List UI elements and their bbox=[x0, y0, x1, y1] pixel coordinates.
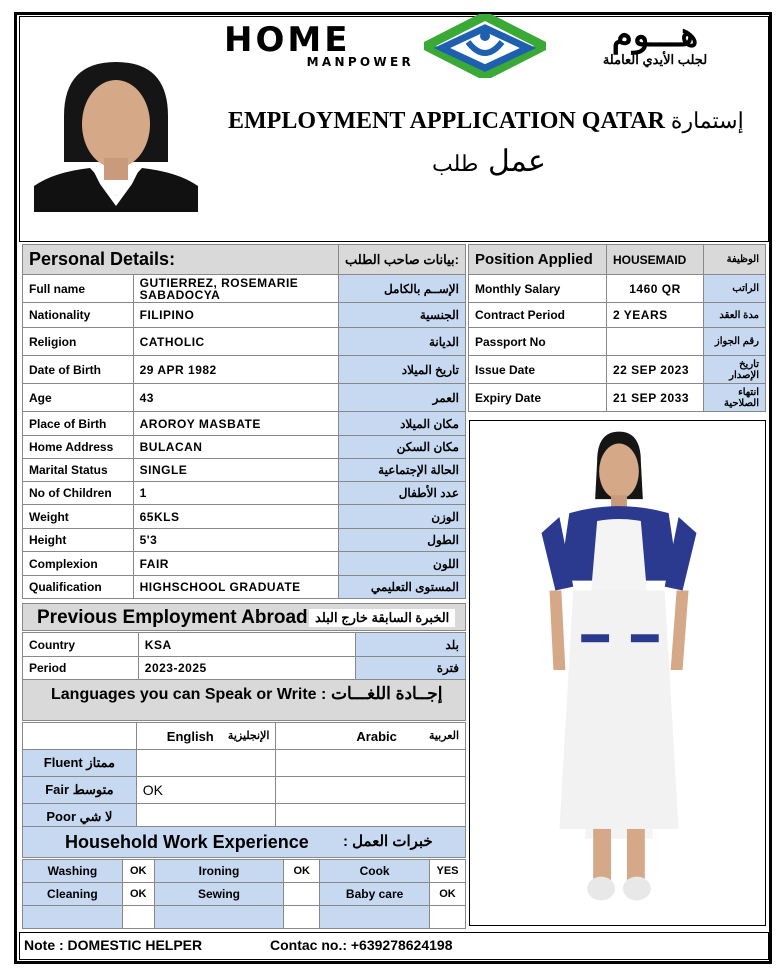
hw-status bbox=[284, 883, 320, 906]
personal-value: SINGLE bbox=[133, 459, 338, 482]
lang-arabic-cell bbox=[276, 777, 466, 804]
lang-english-ar: الإنجليزية bbox=[227, 729, 270, 742]
position-label: Contract Period bbox=[469, 303, 607, 328]
logo-ar-big: هـــوم bbox=[611, 16, 699, 54]
personal-label-ar: اللون bbox=[338, 552, 465, 576]
personal-label: Place of Birth bbox=[23, 412, 134, 436]
lang-arabic-head bbox=[276, 723, 466, 750]
logo-ar-small: لجلب الأيدي العاملة bbox=[602, 52, 708, 67]
hw-empty bbox=[320, 906, 430, 929]
position-label-ar: انتهاء الصلاحية bbox=[704, 384, 766, 412]
household-heading-en: Household Work Experience bbox=[65, 832, 309, 852]
household-heading bbox=[22, 826, 466, 858]
title-english: EMPLOYMENT APPLICATION QATAR bbox=[228, 108, 665, 134]
page-title bbox=[228, 108, 744, 135]
lang-level: Poor لا شي bbox=[23, 804, 137, 831]
personal-label: Nationality bbox=[23, 303, 134, 328]
personal-label: Weight bbox=[23, 505, 134, 529]
position-heading-value: HOUSEMAID bbox=[607, 245, 704, 275]
personal-label: Date of Birth bbox=[23, 356, 134, 384]
personal-label: Full name bbox=[23, 275, 134, 303]
position-label: Issue Date bbox=[469, 356, 607, 384]
languages-heading-en: Languages you can Speak or Write : bbox=[51, 686, 327, 703]
position-label: Monthly Salary bbox=[469, 275, 607, 303]
lang-arabic-ar: العربية bbox=[428, 729, 459, 742]
languages-table bbox=[22, 722, 466, 831]
personal-details-table bbox=[22, 244, 466, 599]
personal-value: 65KLS bbox=[133, 505, 338, 529]
title2-ar-small: طلب bbox=[432, 152, 479, 177]
personal-value: FAIR bbox=[133, 552, 338, 576]
position-value: 22 SEP 2023 bbox=[607, 356, 704, 384]
logo-en-small: MANPOWER bbox=[306, 55, 414, 69]
previous-label-ar: فترة bbox=[356, 657, 466, 680]
lang-arabic-cell bbox=[276, 750, 466, 777]
personal-value: 43 bbox=[133, 384, 338, 412]
title2-ar-big: عمل bbox=[487, 144, 546, 179]
personal-label: No of Children bbox=[23, 482, 134, 505]
previous-employment-table bbox=[22, 632, 466, 680]
languages-heading-ar: إجــادة اللغـــات bbox=[331, 684, 443, 703]
hw-empty bbox=[429, 906, 465, 929]
personal-value: CATHOLIC bbox=[133, 328, 338, 356]
hw-task: Ironing bbox=[154, 860, 284, 883]
hw-empty bbox=[154, 906, 284, 929]
hw-task: Sewing bbox=[154, 883, 284, 906]
lang-level: Fluent ممتاز bbox=[23, 750, 137, 777]
logo-arabic bbox=[555, 18, 755, 68]
personal-heading-en: Personal Details: bbox=[23, 245, 339, 275]
hw-status: OK bbox=[122, 860, 154, 883]
hw-status: OK bbox=[284, 860, 320, 883]
languages-heading bbox=[22, 679, 466, 721]
personal-label: Height bbox=[23, 529, 134, 552]
personal-label: Age bbox=[23, 384, 134, 412]
personal-label: Complexion bbox=[23, 552, 134, 576]
position-label-ar: تاريخ الإصدار bbox=[704, 356, 766, 384]
lang-english-head bbox=[136, 723, 276, 750]
position-table bbox=[468, 244, 766, 412]
lang-level: Fair متوسط bbox=[23, 777, 137, 804]
position-heading-ar: الوظيفة bbox=[704, 245, 766, 275]
hw-empty bbox=[122, 906, 154, 929]
personal-label-ar: الديانة bbox=[338, 328, 465, 356]
personal-value: BULACAN bbox=[133, 436, 338, 459]
logo-en-big: HOME bbox=[224, 20, 351, 60]
personal-label-ar: الإســم بالكامل bbox=[338, 275, 465, 303]
lang-english-cell bbox=[136, 750, 276, 777]
full-body-photo bbox=[469, 420, 766, 926]
hw-empty bbox=[23, 906, 123, 929]
previous-value: 2023-2025 bbox=[138, 657, 355, 680]
household-heading-ar: : خبرات العمل bbox=[343, 833, 433, 850]
position-label: Passport No bbox=[469, 328, 607, 356]
hw-empty bbox=[284, 906, 320, 929]
previous-label: Period bbox=[23, 657, 139, 680]
lang-english-en: English bbox=[166, 728, 214, 744]
logo-english bbox=[224, 20, 414, 69]
previous-value: KSA bbox=[138, 633, 355, 657]
footer-contact: Contac no.: +639278624198 bbox=[270, 937, 453, 953]
personal-label-ar: عدد الأطفال bbox=[338, 482, 465, 505]
home-logo-icon bbox=[424, 14, 546, 78]
personal-value: HIGHSCHOOL GRADUATE bbox=[133, 576, 338, 599]
position-heading: Position Applied bbox=[469, 245, 607, 275]
footer-note: Note : DOMESTIC HELPER bbox=[24, 937, 203, 953]
personal-label-ar: مكان الميلاد bbox=[338, 412, 465, 436]
hw-status: OK bbox=[122, 883, 154, 906]
personal-value: AROROY MASBATE bbox=[133, 412, 338, 436]
page-subtitle bbox=[432, 144, 546, 179]
household-table bbox=[22, 859, 466, 929]
personal-label-ar: تاريخ الميلاد bbox=[338, 356, 465, 384]
hw-task: Washing bbox=[23, 860, 123, 883]
lang-english-cell: OK bbox=[136, 777, 276, 804]
personal-value: GUTIERREZ, ROSEMARIE SABADOCYA bbox=[133, 275, 338, 303]
personal-value: FILIPINO bbox=[133, 303, 338, 328]
lang-corner bbox=[23, 723, 137, 750]
hw-task: Baby care bbox=[320, 883, 430, 906]
personal-label-ar: العمر bbox=[338, 384, 465, 412]
personal-label-ar: الوزن bbox=[338, 505, 465, 529]
hw-task: Cook bbox=[320, 860, 430, 883]
previous-heading-en: Previous Employment Abroad bbox=[37, 607, 308, 628]
personal-label: Religion bbox=[23, 328, 134, 356]
hw-status: OK bbox=[429, 883, 465, 906]
personal-heading-ar: بيانات صاحب الطلب: bbox=[338, 245, 465, 275]
personal-label: Home Address bbox=[23, 436, 134, 459]
portrait-photo bbox=[34, 46, 198, 212]
lang-arabic-en: Arabic bbox=[356, 728, 397, 744]
position-value: 2 YEARS bbox=[607, 303, 704, 328]
personal-label-ar: المستوى التعليمي bbox=[338, 576, 465, 599]
previous-label-ar: بلد bbox=[356, 633, 466, 657]
position-label-ar: الراتب bbox=[704, 275, 766, 303]
hw-task: Cleaning bbox=[23, 883, 123, 906]
personal-value: 29 APR 1982 bbox=[133, 356, 338, 384]
personal-label-ar: الحالة الإجتماعية bbox=[338, 459, 465, 482]
personal-label-ar: الطول bbox=[338, 529, 465, 552]
position-label-ar: رقم الجواز bbox=[704, 328, 766, 356]
personal-value: 5'3 bbox=[133, 529, 338, 552]
title-arabic: إستمارة bbox=[670, 108, 744, 133]
position-label-ar: مدة العقد bbox=[704, 303, 766, 328]
position-value: 21 SEP 2033 bbox=[607, 384, 704, 412]
hw-status: YES bbox=[429, 860, 465, 883]
previous-employment-heading bbox=[22, 603, 466, 631]
personal-label-ar: الجنسية bbox=[338, 303, 465, 328]
personal-label: Marital Status bbox=[23, 459, 134, 482]
personal-label-ar: مكان السكن bbox=[338, 436, 465, 459]
previous-heading-ar: الخبرة السابقة خارج البلد bbox=[309, 609, 455, 627]
position-value: 1460 QR bbox=[607, 275, 704, 303]
previous-label: Country bbox=[23, 633, 139, 657]
position-value bbox=[607, 328, 704, 356]
personal-value: 1 bbox=[133, 482, 338, 505]
position-label: Expiry Date bbox=[469, 384, 607, 412]
personal-label: Qualification bbox=[23, 576, 134, 599]
